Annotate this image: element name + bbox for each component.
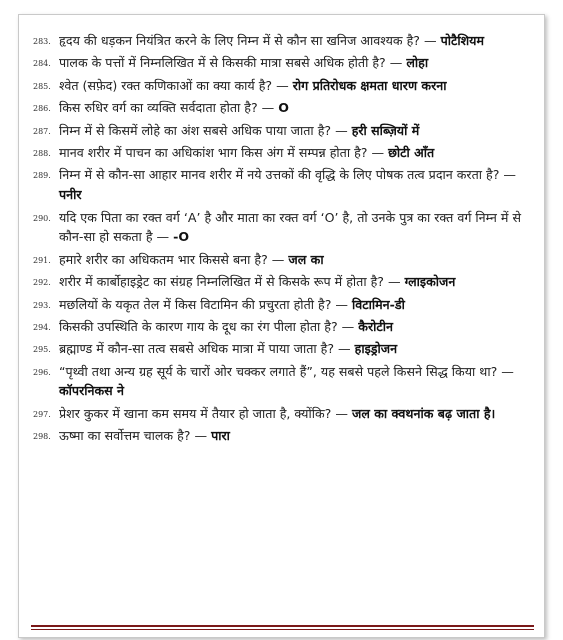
answer-text: छोटी आँत [388, 144, 435, 160]
question-item [33, 404, 533, 424]
question-number: 283. [33, 37, 51, 46]
question-number: 286. [33, 104, 51, 114]
answer-text: कैरोटीन [358, 318, 393, 334]
question-number: 285. [33, 81, 51, 91]
answer-text: -O [173, 229, 190, 245]
question-number: 290. [33, 213, 51, 223]
question-text: प्रेशर कुकर में खाना कम समय में तैयार हो जाता है, क्योंकि? — [59, 405, 348, 421]
question-number: 291. [33, 255, 51, 265]
question-text: श्वेत (सफ़ेद) रक्त कणिकाओं का क्या कार्य है? — [59, 77, 289, 93]
question-text: किसकी उपस्थिति के कारण गाय के दूध का रंग पीला होता है? — [59, 318, 355, 334]
question-text: मानव शरीर में पाचन का अधिकांश भाग किस अंग में सम्पन्न होता है? — [59, 144, 385, 160]
question-number: 294. [33, 322, 51, 332]
question-text: हृदय की धड़कन नियंत्रित करने के लिए निम्न में से कौन सा खनिज आवश्यक है? — [59, 33, 437, 48]
question-item [33, 339, 533, 359]
question-item [33, 272, 533, 292]
question-item [33, 31, 533, 51]
question-item [33, 208, 533, 248]
question-item [33, 362, 533, 402]
question-number: 298. [33, 432, 51, 442]
question-text: निम्न में से कौन-सा आहार मानव शरीर में नये उत्तकों की वृद्धि के लिए पोषक तत्व प्रदान करता है? — [59, 167, 516, 183]
document-page [18, 14, 545, 638]
answer-text: O [278, 100, 289, 116]
answer-text: ग्लाइकोजन [404, 274, 456, 290]
question-item [33, 250, 533, 270]
question-item [33, 121, 533, 141]
question-item [33, 143, 533, 163]
question-item [33, 76, 533, 96]
question-text: यदि एक पिता का रक्त वर्ग ‘A’ है और माता का रक्त वर्ग ‘O’ है, तो उनके पुत्र का रक्त वर्ग निम्न में से कौन-सा हो सकता है — [59, 209, 521, 245]
bottom-divider [31, 625, 534, 627]
question-list [33, 31, 533, 449]
question-item [33, 98, 533, 118]
question-item [33, 426, 533, 446]
question-number: 293. [33, 300, 51, 310]
question-number: 296. [33, 367, 51, 377]
question-text: हमारे शरीर का अधिकतम भार किससे बना है? — [59, 251, 285, 267]
question-text: शरीर में कार्बोहाइड्रेट का संग्रह निम्नलिखित में से किसके रूप में होता है? — [59, 274, 401, 290]
question-number: 289. [33, 171, 51, 181]
question-item [33, 165, 533, 205]
question-number: 292. [33, 278, 51, 288]
answer-text: जल का [288, 251, 324, 267]
answer-text: पनीर [59, 187, 82, 203]
question-number: 297. [33, 409, 51, 419]
question-text: मछलियों के यकृत तेल में किस विटामिन की प्रचुरता होती है? — [59, 296, 348, 312]
answer-text: हरी सब्ज़ियों में [351, 122, 420, 138]
question-item [33, 295, 533, 315]
answer-text: पारा [211, 428, 230, 444]
answer-text: विटामिन-डी [352, 296, 405, 312]
bottom-divider-thin [31, 629, 534, 630]
answer-text: हाइड्रोजन [354, 341, 398, 357]
question-item [33, 53, 533, 73]
question-item [33, 317, 533, 337]
answer-text: लोहा [406, 55, 429, 71]
question-text: निम्न में से किसमें लोहे का अंश सबसे अधिक पाया जाता है? — [59, 122, 348, 138]
answer-text: पोटैशियम [440, 33, 484, 48]
question-text: ऊष्मा का सर्वोत्तम चालक है? — [59, 428, 208, 444]
question-text: “पृथ्वी तथा अन्य ग्रह सूर्य के चारों ओर चक्कर लगाते हैं”, यह सबसे पहले किसने सिद्ध किया था? — [59, 363, 514, 379]
answer-text: जल का क्वथनांक बढ़ जाता है। [351, 405, 496, 421]
question-number: 284. [33, 59, 51, 69]
question-number: 287. [33, 126, 51, 136]
question-number: 288. [33, 148, 51, 158]
answer-text: कॉपरनिकस ने [59, 383, 125, 399]
question-text: ब्रह्माण्ड में कौन-सा तत्व सबसे अधिक मात्रा में पाया जाता है? — [59, 341, 351, 357]
question-number: 295. [33, 345, 51, 355]
answer-text: रोग प्रतिरोधक क्षमता धारण करना [292, 77, 447, 93]
question-text: पालक के पत्तों में निम्नलिखित में से किसकी मात्रा सबसे अधिक होती है? — [59, 55, 403, 71]
question-text: किस रुधिर वर्ग का व्यक्ति सर्वदाता होता है? — [59, 100, 275, 116]
